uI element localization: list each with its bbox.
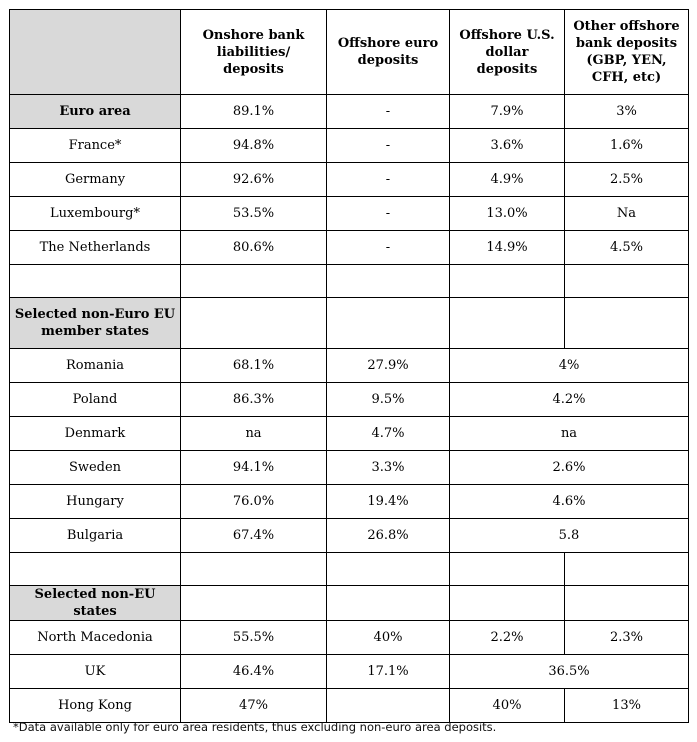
table-row	[10, 451, 689, 485]
cell-onshore: 55.5%	[181, 621, 327, 655]
cell-country: Poland	[10, 383, 181, 417]
spacer-row	[10, 265, 689, 298]
cell-onshore: 47%	[181, 689, 327, 723]
cell-country: Romania	[10, 349, 181, 383]
table-row	[10, 383, 689, 417]
table-row	[10, 621, 689, 655]
cell-combined-other: 4.6%	[450, 485, 689, 519]
section-label: Selected non-EU states	[10, 586, 181, 621]
cell-offshore-usd: 40%	[450, 689, 565, 723]
section-label: Euro area	[10, 95, 181, 129]
cell-other: 2.5%	[565, 163, 689, 197]
cell-offshore-euro: -	[327, 163, 450, 197]
cell-country: Denmark	[10, 417, 181, 451]
table-row	[10, 129, 689, 163]
cell-offshore-euro: 27.9%	[327, 349, 450, 383]
cell-country: North Macedonia	[10, 621, 181, 655]
table-row	[10, 485, 689, 519]
table-row	[10, 349, 689, 383]
cell-offshore-usd: 14.9%	[450, 231, 565, 265]
cell-offshore-euro: -	[327, 197, 450, 231]
cell-country: UK	[10, 655, 181, 689]
cell-offshore-euro: -	[327, 129, 450, 163]
cell-combined-other: 4%	[450, 349, 689, 383]
cell-country: Hungary	[10, 485, 181, 519]
cell-country: The Netherlands	[10, 231, 181, 265]
cell-onshore: 86.3%	[181, 383, 327, 417]
section-label: Selected non-Euro EU member states	[10, 298, 181, 349]
cell-offshore-usd: 2.2%	[450, 621, 565, 655]
cell-onshore: 46.4%	[181, 655, 327, 689]
cell-offshore-euro: 26.8%	[327, 519, 450, 553]
header-onshore: Onshore bank liabilities/ deposits	[181, 10, 327, 95]
header-corner	[10, 10, 181, 95]
cell-offshore-euro: 4.7%	[327, 417, 450, 451]
deposits-table	[9, 9, 689, 723]
cell-combined-other: 5.8	[450, 519, 689, 553]
cell-country: Bulgaria	[10, 519, 181, 553]
cell-country: Hong Kong	[10, 689, 181, 723]
cell-other: 13%	[565, 689, 689, 723]
cell-country: Germany	[10, 163, 181, 197]
cell-onshore: 80.6%	[181, 231, 327, 265]
cell-onshore: 68.1%	[181, 349, 327, 383]
cell-country: Sweden	[10, 451, 181, 485]
section-row-euro-area	[10, 95, 689, 129]
header-other-offshore: Other offshore bank deposits (GBP, YEN, CFH, etc)	[565, 10, 689, 95]
cell-other: 3%	[565, 95, 689, 129]
table-row	[10, 689, 689, 723]
cell-offshore-euro: 40%	[327, 621, 450, 655]
cell-offshore-euro: 9.5%	[327, 383, 450, 417]
cell-offshore-usd: 3.6%	[450, 129, 565, 163]
cell-combined-other: na	[450, 417, 689, 451]
table-row	[10, 417, 689, 451]
table-row	[10, 519, 689, 553]
cell-offshore-euro: 19.4%	[327, 485, 450, 519]
cell-country: France*	[10, 129, 181, 163]
cell-onshore: 89.1%	[181, 95, 327, 129]
cell-onshore: 94.8%	[181, 129, 327, 163]
cell-other: 4.5%	[565, 231, 689, 265]
header-row	[10, 10, 689, 95]
cell-offshore-euro: -	[327, 231, 450, 265]
footnote: *Data available only for euro area residents, thus excluding non-euro area deposits.	[13, 720, 497, 734]
cell-onshore: na	[181, 417, 327, 451]
cell-offshore-usd: 7.9%	[450, 95, 565, 129]
header-offshore-euro: Offshore euro deposits	[327, 10, 450, 95]
cell-onshore: 94.1%	[181, 451, 327, 485]
cell-country: Luxembourg*	[10, 197, 181, 231]
table-row	[10, 163, 689, 197]
cell-offshore-usd: 4.9%	[450, 163, 565, 197]
cell-offshore-euro: -	[327, 95, 450, 129]
cell-offshore-euro: 17.1%	[327, 655, 450, 689]
cell-onshore: 53.5%	[181, 197, 327, 231]
table-row	[10, 231, 689, 265]
cell-onshore: 67.4%	[181, 519, 327, 553]
cell-combined-other: 4.2%	[450, 383, 689, 417]
cell-offshore-usd: 13.0%	[450, 197, 565, 231]
cell-combined-other: 36.5%	[450, 655, 689, 689]
section-row-non-euro-eu	[10, 298, 689, 349]
cell-offshore-euro: 3.3%	[327, 451, 450, 485]
section-row-non-eu	[10, 586, 689, 621]
table-row	[10, 197, 689, 231]
cell-combined-other: 2.6%	[450, 451, 689, 485]
cell-other: Na	[565, 197, 689, 231]
cell-other: 2.3%	[565, 621, 689, 655]
cell-offshore-euro	[327, 689, 450, 723]
cell-onshore: 92.6%	[181, 163, 327, 197]
header-offshore-usd: Offshore U.S. dollar deposits	[450, 10, 565, 95]
table-row	[10, 655, 689, 689]
spacer-row	[10, 553, 689, 586]
cell-other: 1.6%	[565, 129, 689, 163]
cell-onshore: 76.0%	[181, 485, 327, 519]
